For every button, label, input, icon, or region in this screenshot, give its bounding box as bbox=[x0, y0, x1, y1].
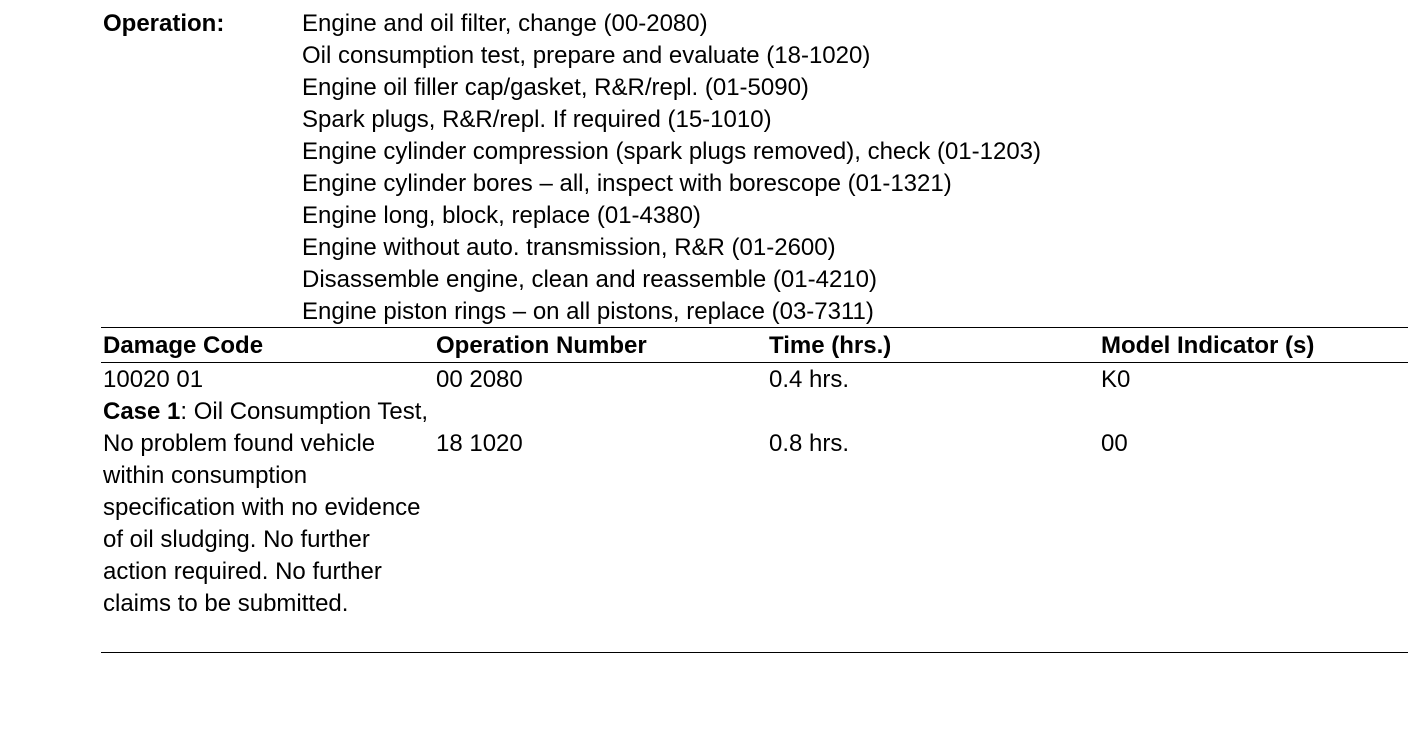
header-operation-number: Operation Number bbox=[436, 332, 647, 359]
table-top-rule-right bbox=[1100, 327, 1408, 328]
operation-item: Engine without auto. transmission, R&R (01-2600) bbox=[302, 234, 836, 261]
table-bottom-rule bbox=[101, 652, 1408, 653]
header-model-indicator: Model Indicator (s) bbox=[1101, 332, 1315, 359]
operation-list bbox=[302, 8, 1041, 328]
row2-time: 0.8 hrs. bbox=[769, 430, 850, 457]
row1-damage-code: 10020 01 bbox=[103, 366, 204, 393]
operation-item: Spark plugs, R&R/repl. If required (15-1010) bbox=[302, 106, 772, 133]
operation-item: Oil consumption test, prepare and evaluate (18-1020) bbox=[302, 42, 871, 69]
operation-item: Engine piston rings – on all pistons, replace (03-7311) bbox=[302, 298, 874, 325]
row1-time: 0.4 hrs. bbox=[769, 366, 850, 393]
operation-item: Engine cylinder bores – all, inspect with borescope (01-1321) bbox=[302, 170, 952, 197]
case-label: Case 1 bbox=[103, 398, 181, 425]
operation-label: Operation: bbox=[103, 10, 225, 37]
case-description bbox=[103, 396, 433, 620]
row1-operation-number: 00 2080 bbox=[436, 366, 523, 393]
row1-model-indicator: K0 bbox=[1101, 366, 1131, 393]
header-time: Time (hrs.) bbox=[769, 332, 892, 359]
operation-item: Disassemble engine, clean and reassemble (01-4210) bbox=[302, 266, 877, 293]
operation-item: Engine cylinder compression (spark plugs removed), check (01-1203) bbox=[302, 138, 1042, 165]
case-description-text: : Oil Consumption Test, No problem found vehicle within consumption specification with no evidence of oil sludging. No further action required. No further claims to be submitted. bbox=[103, 398, 429, 617]
header-bottom-rule bbox=[101, 362, 1408, 363]
operation-item: Engine long, block, replace (01-4380) bbox=[302, 202, 701, 229]
header-damage-code: Damage Code bbox=[103, 332, 264, 359]
row2-model-indicator: 00 bbox=[1101, 430, 1128, 457]
table-top-rule-left bbox=[101, 327, 1100, 328]
row2-operation-number: 18 1020 bbox=[436, 430, 523, 457]
operation-item: Engine oil filler cap/gasket, R&R/repl. (01-5090) bbox=[302, 74, 809, 101]
operation-item: Engine and oil filter, change (00-2080) bbox=[302, 10, 708, 37]
